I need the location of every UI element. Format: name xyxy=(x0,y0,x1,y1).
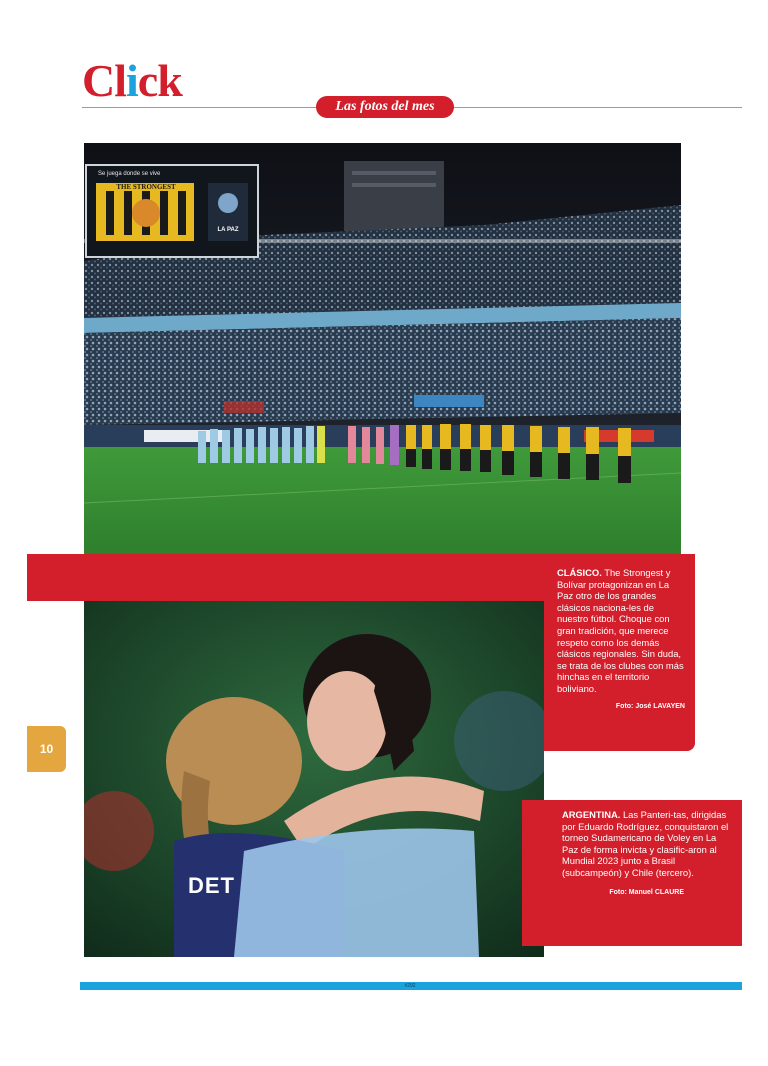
footer-issue-label: #292 xyxy=(404,983,416,989)
photo-credit-argentina: Foto: Manuel CLAURE xyxy=(609,888,684,896)
photo-credit-clasico: Foto: José LAVAYEN xyxy=(615,702,685,710)
logo-text-cl: Cl xyxy=(82,55,126,106)
page-number: 10 xyxy=(27,726,66,772)
caption-argentina xyxy=(522,800,742,946)
caption-clasico xyxy=(544,554,695,751)
caption-clasico-text xyxy=(557,567,685,695)
jersey-text: DET xyxy=(188,873,235,898)
caption-argentina-text xyxy=(562,809,732,879)
caption-argentina-lead: ARGENTINA. xyxy=(562,809,621,820)
magazine-logo xyxy=(82,55,182,106)
scoreboard-caption: Se juega donde se vive xyxy=(98,171,161,177)
scoreboard-city: LA PAZ xyxy=(217,227,239,233)
caption-clasico-body: The Strongest y Bolívar protagonizan en La Paz otro de los grandes clásicos naciona-les de nuestro fútbol. Choque con gran tradición, que merece respeto como los demás clásicos regionales. Sin duda, se trata de los clubes con más hinchas en el territorio boliviano. xyxy=(557,567,684,694)
caption-argentina-body: Las Panteri-tas, dirigidas por Eduardo Rodríguez, conquistaron el torneo Sudamericano de Voley en La Paz de forma invicta y clasific-aron al Mundial 2023 junto a Brasil (subcampeón) y Chile (tercero). xyxy=(562,809,729,878)
logo-text-ck: ck xyxy=(137,55,182,106)
section-label: Las fotos del mes xyxy=(316,96,454,118)
volleyball-photo xyxy=(84,601,544,957)
logo-text-i: i xyxy=(126,55,138,106)
scoreboard-team-name: THE STRONGEST xyxy=(98,183,194,191)
caption-clasico-lead: CLÁSICO. xyxy=(557,567,602,578)
stadium-photo xyxy=(84,143,681,555)
